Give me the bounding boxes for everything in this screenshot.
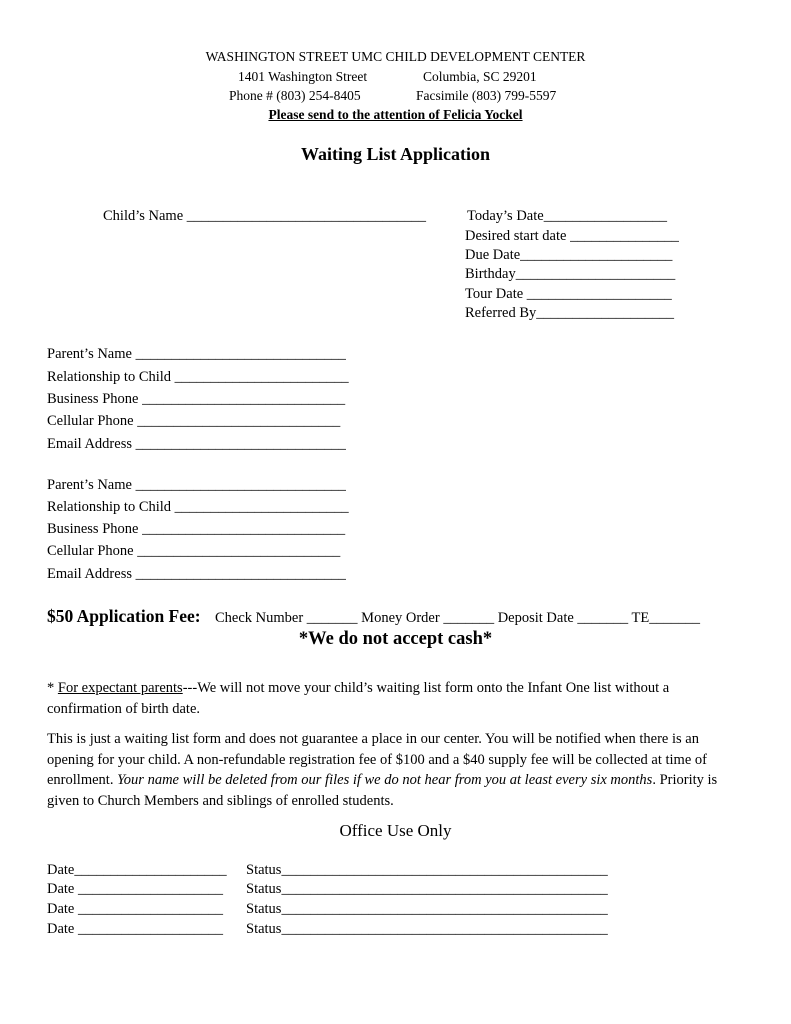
parent2-relationship-field[interactable]: Relationship to Child ________________________ — [47, 499, 349, 515]
city-state-zip: Columbia, SC 29201 — [423, 69, 537, 84]
desired-start-date-field[interactable]: Desired start date _______________ — [465, 228, 679, 244]
parent2-name-field[interactable]: Parent’s Name _____________________________ — [47, 477, 346, 493]
office-status-field-4[interactable]: Status_____________________________________________ — [246, 921, 608, 937]
office-use-title: Office Use Only — [339, 821, 452, 840]
expectant-parents-note — [47, 678, 747, 719]
attention-line: Please send to the attention of Felicia Yockel — [268, 107, 523, 122]
waiting-list-info — [47, 729, 747, 811]
office-date-field-1[interactable]: Date_____________________ — [47, 862, 227, 878]
office-date-field-2[interactable]: Date ____________________ — [47, 881, 223, 897]
due-date-field[interactable]: Due Date_____________________ — [465, 247, 673, 263]
fax-number: Facsimile (803) 799-5597 — [416, 88, 557, 103]
birthday-field[interactable]: Birthday______________________ — [465, 266, 676, 282]
office-date-field-4[interactable]: Date ____________________ — [47, 921, 223, 937]
payment-fields[interactable]: Check Number _______ Money Order _______ Deposit Date _______ TE_______ — [215, 610, 701, 626]
parent1-name-field[interactable]: Parent’s Name _____________________________ — [47, 346, 346, 362]
parent1-relationship-field[interactable]: Relationship to Child ________________________ — [47, 369, 349, 385]
office-status-field-1[interactable]: Status_____________________________________________ — [246, 862, 608, 878]
parent1-email-field[interactable]: Email Address _____________________________ — [47, 436, 346, 452]
child-name-field[interactable]: Child’s Name _________________________________ — [103, 208, 427, 224]
referred-by-field[interactable]: Referred By___________________ — [465, 305, 675, 321]
expectant-parents-label: For expectant parents — [57, 680, 183, 696]
office-status-field-2[interactable]: Status_____________________________________________ — [246, 881, 608, 897]
page-title: Waiting List Application — [300, 144, 491, 164]
priority-text: . Priority is given to Church Members and siblings of enrolled students. — [47, 772, 718, 809]
expectant-parents-text: ---We will not move your child’s waiting list form onto the Infant One list without a confirmation of birth date. — [47, 680, 670, 717]
info-text: This is just a waiting list form and does not guarantee a place in our center. You will be notified when there is an opening for your child. A non-refundable registration fee of $100 and a $40 supply fee will be collected at time of enrollment. — [47, 731, 707, 788]
parent2-business-phone-field[interactable]: Business Phone ____________________________ — [47, 521, 346, 537]
todays-date-field[interactable]: Today’s Date_________________ — [467, 208, 667, 224]
parent1-business-phone-field[interactable]: Business Phone ____________________________ — [47, 391, 346, 407]
street-address: 1401 Washington Street — [238, 69, 368, 84]
parent1-cellular-phone-field[interactable]: Cellular Phone ____________________________ — [47, 413, 341, 429]
office-status-field-3[interactable]: Status_____________________________________________ — [246, 901, 608, 917]
deletion-warning: Your name will be deleted from our files if we do not hear from you at least every six months — [117, 772, 653, 788]
tour-date-field[interactable]: Tour Date ____________________ — [465, 286, 672, 302]
organization-name: WASHINGTON STREET UMC CHILD DEVELOPMENT CENTER — [205, 49, 586, 64]
application-fee-label: $50 Application Fee: — [47, 606, 201, 626]
parent2-cellular-phone-field[interactable]: Cellular Phone ____________________________ — [47, 543, 341, 559]
no-cash-notice: *We do not accept cash* — [298, 629, 493, 649]
office-date-field-3[interactable]: Date ____________________ — [47, 901, 223, 917]
asterisk: * — [47, 680, 58, 696]
parent2-email-field[interactable]: Email Address _____________________________ — [47, 566, 346, 582]
phone-number: Phone # (803) 254-8405 — [229, 88, 361, 103]
